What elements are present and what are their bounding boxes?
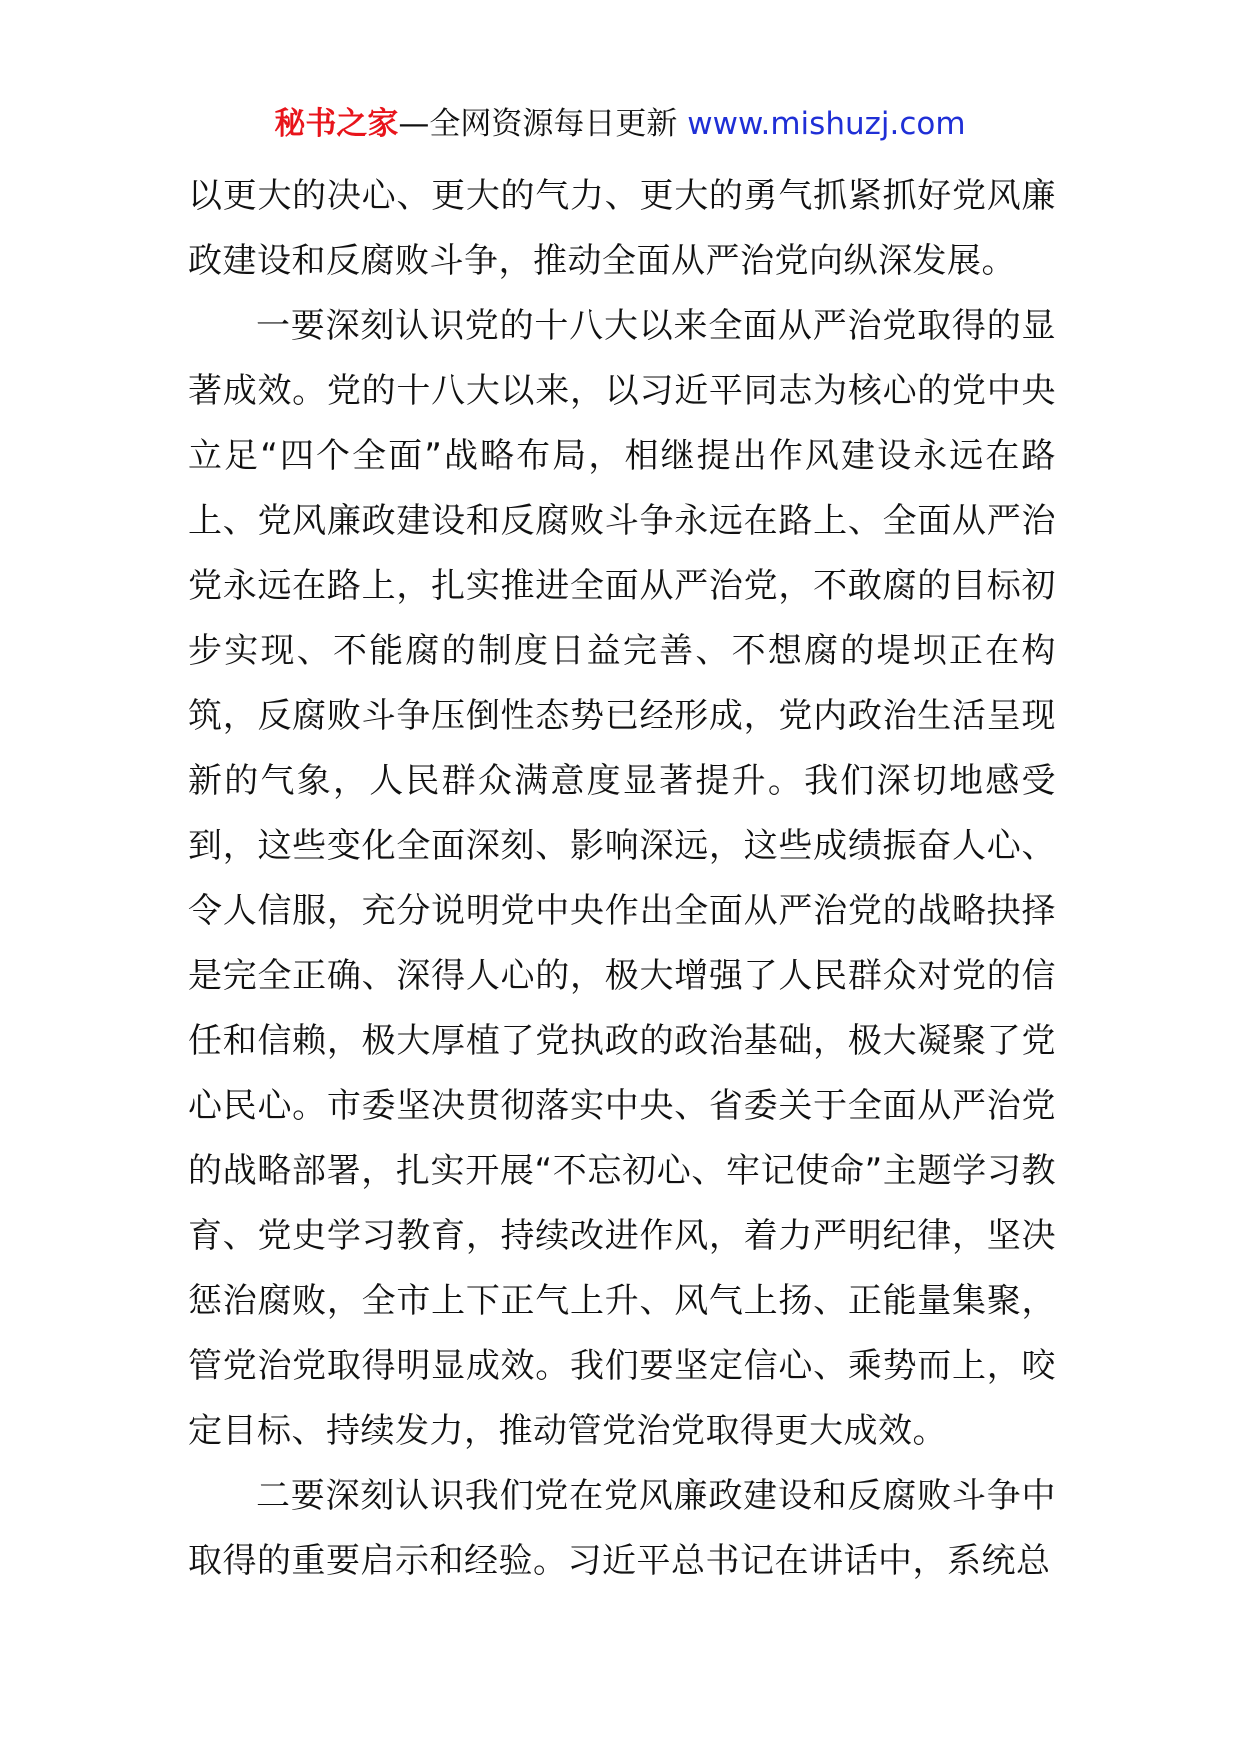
brand-name: 秘书之家 — [274, 106, 399, 142]
site-url-link[interactable]: www.mishuzj.com — [687, 106, 966, 142]
paragraph-continuation: 以更大的决心、更大的气力、更大的勇气抓紧抓好党风廉政建设和反腐败斗争，推动全面从严治党向纵深发展。 — [188, 176, 1056, 281]
page-header — [0, 102, 1240, 146]
paragraph-point-two: 二要深刻认识我们党在党风廉政建设和反腐败斗争中取得的重要启示和经验。习近平总书记在讲话中，系统总 — [188, 1476, 1056, 1581]
paragraph-point-one: 一要深刻认识党的十八大以来全面从严治党取得的显著成效。党的十八大以来，以习近平同志为核心的党中央立足“四个全面”战略布局，相继提出作风建设永远在路上、党风廉政建设和反腐败斗争永远在路上、全面从严治党永远在路上，扎实推进全面从严治党，不敢腐的目标初步实现、不能腐的制度日益完善、不想腐的堤坝正在构筑，反腐败斗争压倒性态势已经形成，党内政治生活呈现新的气象，人民群众满意度显著提升。我们深切地感受到，这些变化全面深刻、影响深远，这些成绩振奋人心、令人信服，充分说明党中央作出全面从严治党的战略抉择是完全正确、深得人心的，极大增强了人民群众对党的信任和信赖，极大厚植了党执政的政治基础，极大凝聚了党心民心。市委坚决贯彻落实中央、省委关于全面从严治党的战略部署，扎实开展“不忘初心、牢记使命”主题学习教育、党史学习教育，持续改进作风，着力严明纪律，坚决惩治腐败，全市上下正气上升、风气上扬、正能量集聚，管党治党取得明显成效。我们要坚定信心、乘势而上，咬定目标、持续发力，推动管党治党取得更大成效。 — [188, 306, 1056, 1451]
document-body — [188, 164, 1056, 1594]
header-tagline: —全网资源每日更新 — [398, 106, 678, 142]
